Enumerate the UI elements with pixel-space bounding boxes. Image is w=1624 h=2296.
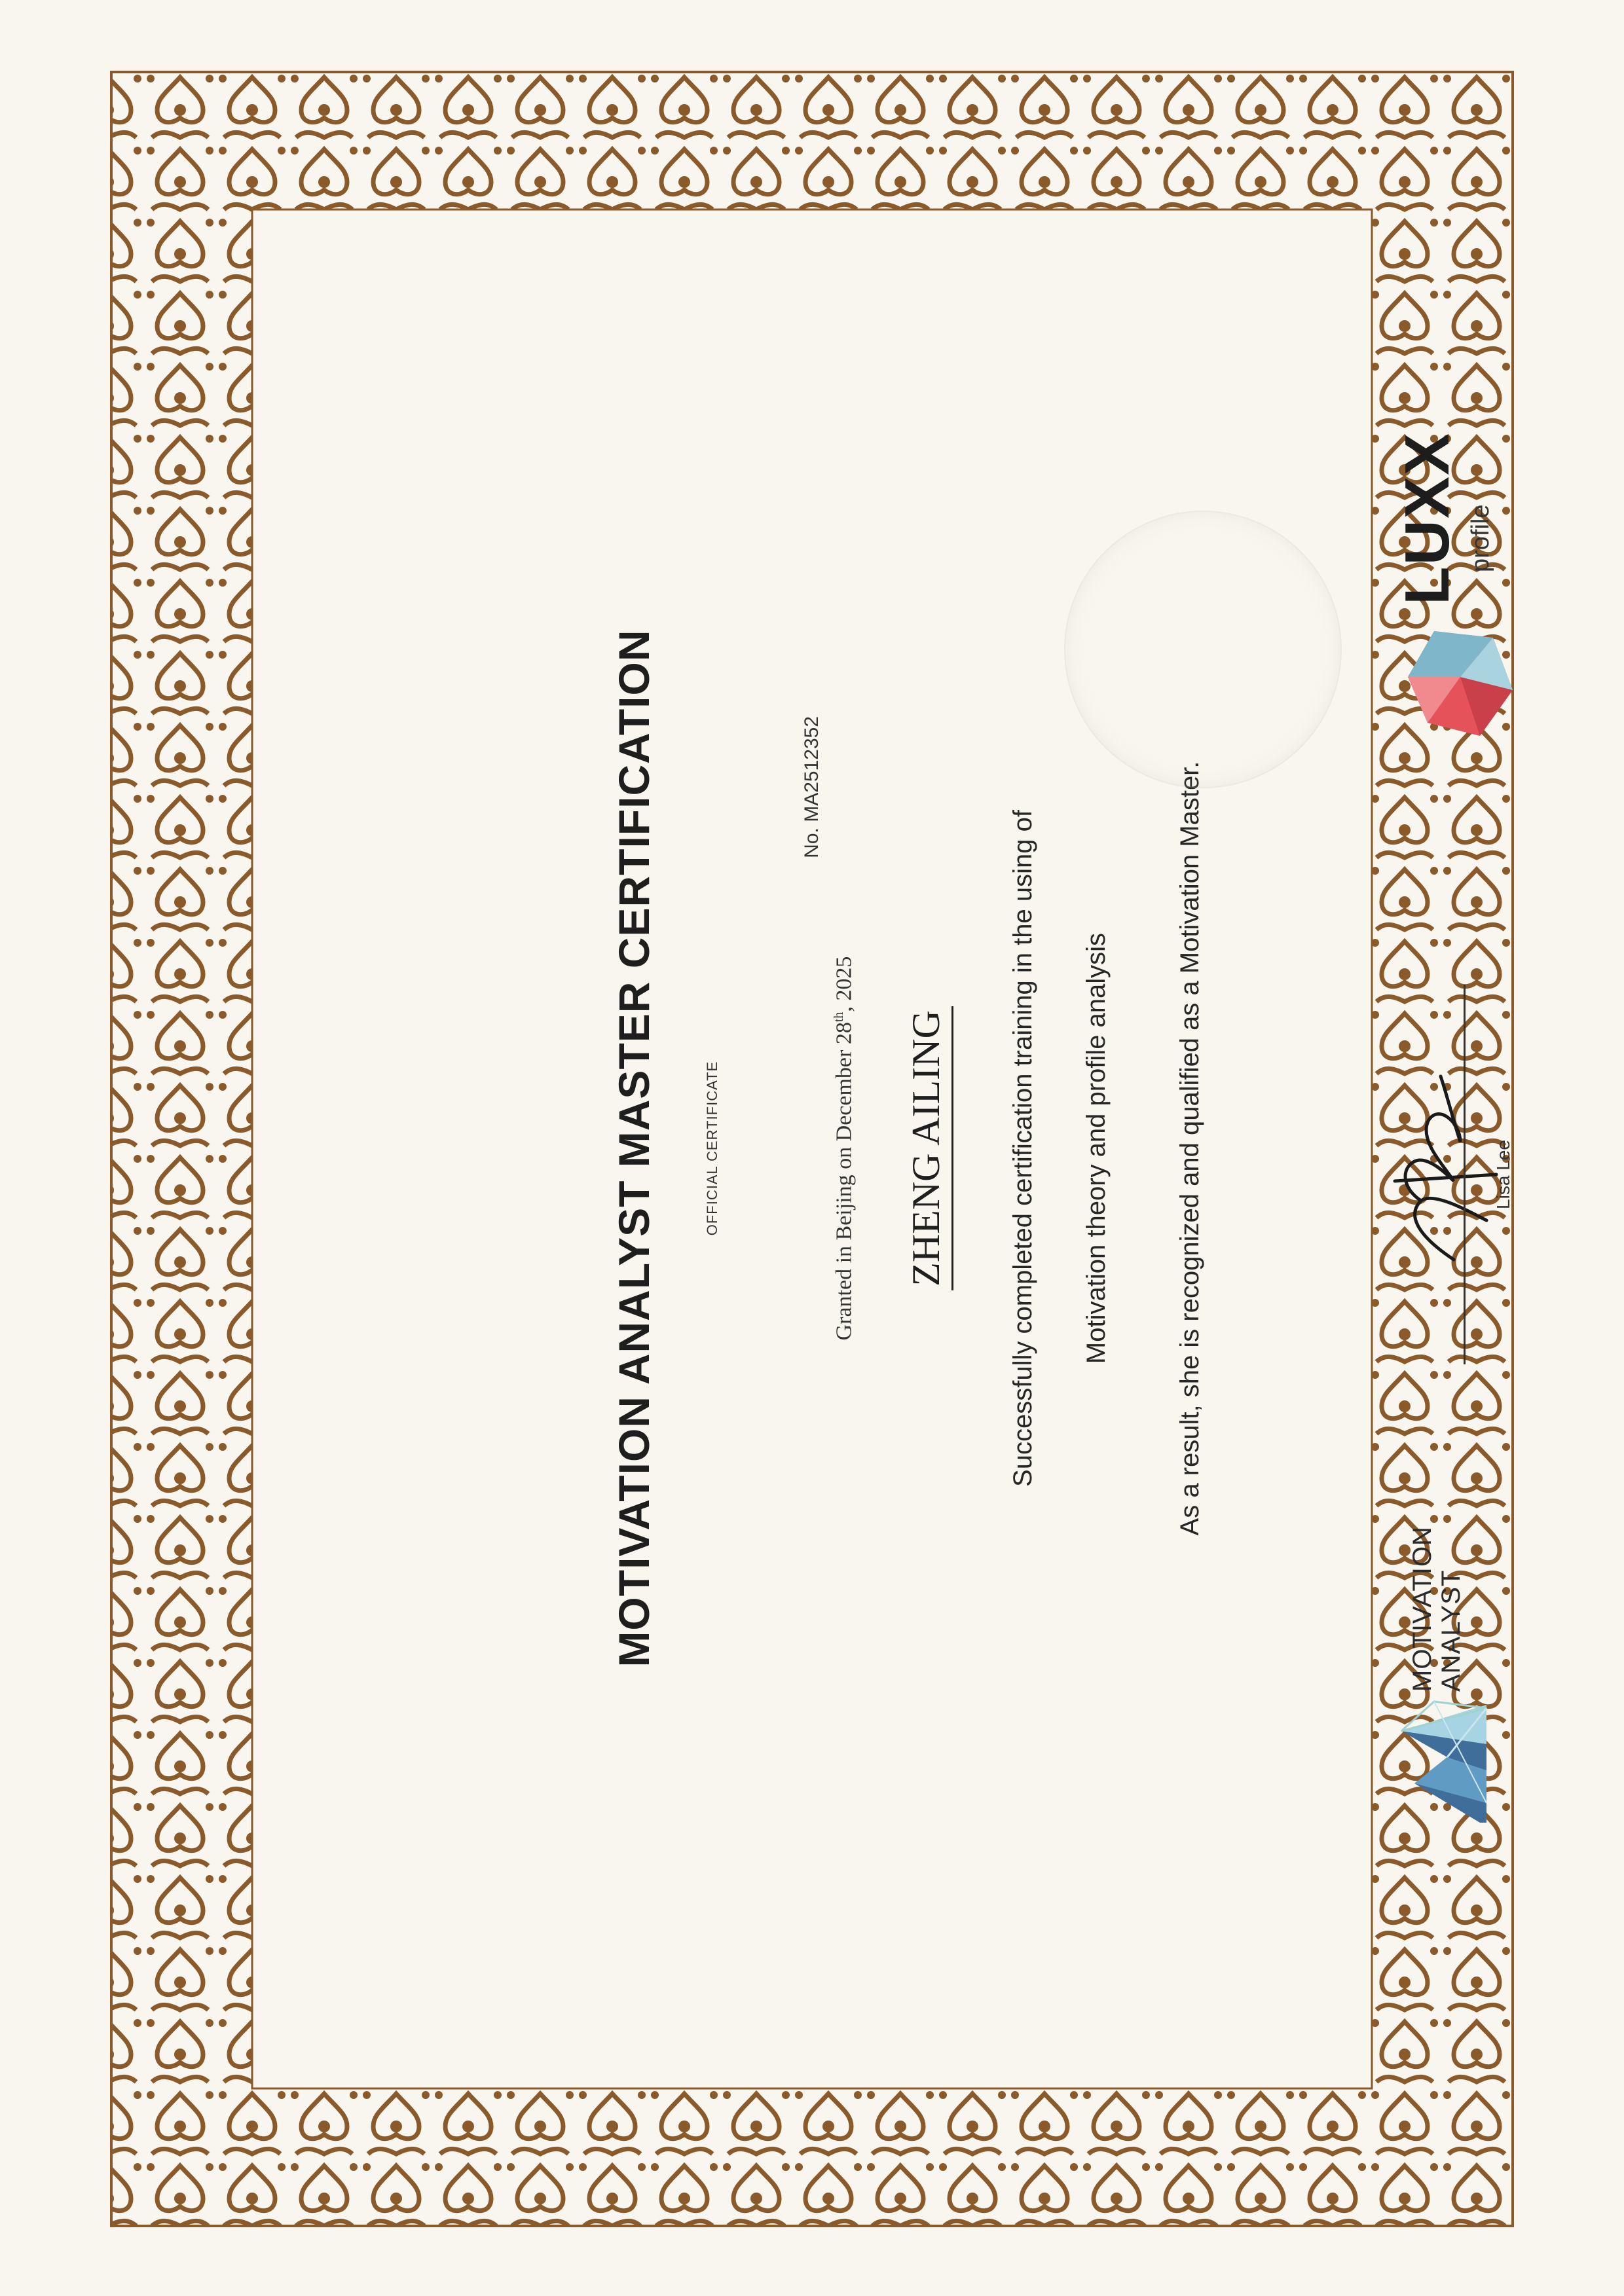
embossed-seal bbox=[1064, 511, 1342, 788]
luxx-subtitle: profile bbox=[1467, 504, 1494, 572]
certificate-title: MOTIVATION ANALYST MASTER CERTIFICATION bbox=[610, 629, 658, 1667]
ma-line-1: MOTIVATION bbox=[1408, 1525, 1437, 1692]
certificate-subtitle: OFFICIAL CERTIFICATE bbox=[704, 1061, 720, 1235]
signature-line bbox=[1464, 985, 1466, 1364]
granted-suffix: , 2025 bbox=[832, 956, 857, 1012]
ma-line-2: ANALYST bbox=[1437, 1569, 1466, 1692]
signature-icon bbox=[1375, 1057, 1506, 1273]
granted-prefix: Granted in Beijing on December 28 bbox=[832, 1021, 857, 1340]
granted-superscript: th bbox=[832, 1011, 846, 1022]
granted-line bbox=[832, 238, 857, 2058]
signatory-name: Lisa Lee bbox=[1493, 1139, 1513, 1209]
motivation-analyst-wordmark bbox=[1408, 1526, 1466, 1692]
certificate-content bbox=[255, 238, 1513, 2058]
body-line-1: Successfully completed certification training in the using of bbox=[1008, 809, 1037, 1487]
body-line-2: Motivation theory and profile analysis bbox=[1082, 932, 1111, 1364]
recipient-name: ZHENG AILING bbox=[904, 1006, 953, 1290]
body-line-3: As a result, she is recognized and qualified as a Motivation Master. bbox=[1175, 761, 1204, 1535]
recipient-name-wrap bbox=[904, 238, 953, 2058]
certificate-number: No. MA2512352 bbox=[801, 716, 822, 858]
luxx-wordmark: LUXX bbox=[1392, 431, 1462, 605]
